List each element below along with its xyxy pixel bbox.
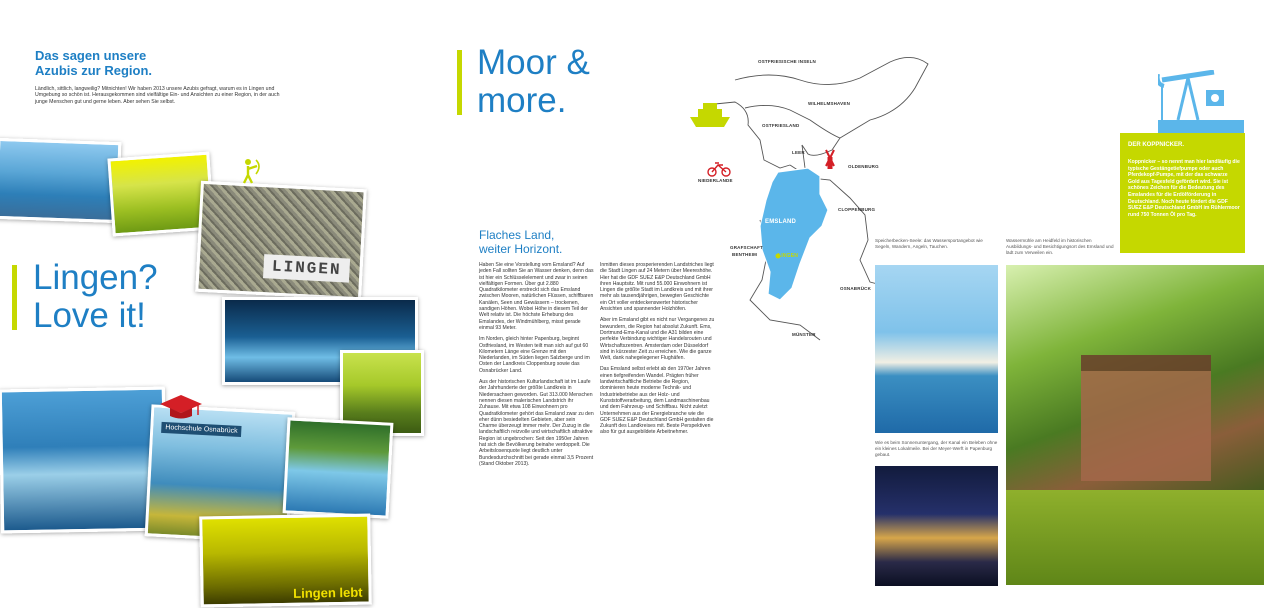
koppnicker-box	[1120, 133, 1245, 253]
map-label-emsland: EMSLAND	[765, 219, 797, 225]
map-label-cloppenburg: CLOPPENBURG	[838, 207, 876, 212]
collage-school-sign: Hochschule Osnabrück	[161, 422, 242, 437]
bicycle-icon	[708, 163, 730, 176]
photo-watermill	[1006, 265, 1264, 585]
photo-ship-night	[875, 466, 998, 586]
text-column-1: Haben Sie eine Vorstellung vom Emsland? Auf jeden Fall sollten Sie an Wasser denken, denn das ist hier ein Schlüsselelement und zwar in seinen vielfältigen Formen. Über gut 2.880 Quadratkilometer erstreckt sich das Emsland zwischen Mooren, natürlichen Flüssen, schiffbaren Kanälen, Seen und Gewässern – trockenen, sandigen Höhen. Wobei Höhe in diesem Teil der Welt relativ ist. Die höchste Erhebung des Emslandes, der Windmühlberg, misst gerade einmal 93 Meter. Im Norden, gleich hinter Papenburg, beginnt Ostfriesland, im Westen teilt man sich auf gut 60 Kilometern Länge eine Grenze mit den Niederlanden, im Süden liegen Salzberge und im Osten der Landkreis Cloppenburg sowie das Osnabrücker Land. Aus der historischen Kulturlandschaft ist im Laufe der Jahrhunderte der größte Landkreis in Niedersachsen geworden. Gut 313.000 Menschen nennen diesen malerischen Landstrich ihr Zuhause. Mit etwa 108 Einwohnern pro Quadratkilometer gehört das Emsland zwar zu den eher dünn besiedelten Gebieten, aber sein Charme überzeugt immer mehr. Der Zuzug in die landschaftlich reizvolle und wirtschaftlich attraktive Region ist ungebrochen: Seit den 1950er Jahren hat sich die Bevölkerung beinahe verdoppelt. Die Arbeitslosenquote liegt deutlich unter Bundesdurchschnitt bei gerade einmal 3,5 Prozent (Stand Oktober 2013).	[479, 262, 594, 467]
left-slogan: Lingen? Love it!	[33, 258, 158, 335]
watermill-building	[1081, 355, 1211, 481]
collage-sign-text: LINGEN	[263, 254, 350, 282]
map-label-ostfriesische-inseln: OSTFRIESISCHE INSELN	[758, 59, 817, 64]
left-accent-bar	[12, 265, 17, 330]
ferry-icon	[690, 103, 730, 127]
map-label-oldenburg: OLDENBURG	[848, 164, 879, 169]
collage-photo-river	[283, 417, 394, 518]
koppnicker-text: Koppnicker – so nennt man hier landläufig die typische Gestängetiefpumpe oder auch Pferdekopf-Pumpe, mit der das schwarze Gold aus Tagesfeld gefördert wird. Sie ist schönes Zeichen für die Bedeutung des Emslandes für die Erdölförderung in Deutschland. Noch heute fördert die GDF SUEZ E&P Deutschland GmbH im Rühlermoor rund 750 Tonnen Öl pro Tag.	[1128, 159, 1240, 218]
caption-mill: Wassermühle am Heidfeld im historischen Ausbildungs- und Besichtigungsort des Emsland und lädt zum Verweilen ein.	[1006, 238, 1114, 255]
collage-photo-park	[0, 138, 121, 223]
map-label-osnabrueck: OSNABRÜCK	[840, 286, 872, 291]
oil-pump-icon	[1158, 70, 1244, 139]
map-label-leer: LEER	[792, 150, 805, 155]
middle-accent-bar	[457, 50, 462, 115]
middle-title: Moor & more.	[477, 43, 590, 120]
map-label-bentheim: BENTHEIM	[732, 252, 758, 257]
map-label-ostfriesland: OSTFRIESLAND	[762, 123, 800, 128]
windmill-icon	[826, 150, 834, 168]
collage-photo-lingen-lebt	[199, 514, 372, 608]
watermill-pond	[1006, 490, 1264, 585]
map-label-grafschaft: GRAFSCHAFT	[730, 245, 763, 250]
middle-subtitle: Flaches Land, weiter Horizont.	[479, 228, 563, 256]
left-heading: Das sagen unsere Azubis zur Region.	[35, 48, 152, 78]
archer-icon	[240, 158, 262, 189]
caption-lake: Speicherbecken-Seele: das Wassersportangebot wie Segeln, Wandern, Angeln, Tauchen.	[875, 238, 983, 249]
photo-lake	[875, 265, 998, 433]
map-label-muenster: MÜNSTER	[792, 332, 816, 337]
text-column-2: Inmitten dieses prosperierenden Landstriches liegt die Stadt Lingen auf 24 Metern über Meereshöhe. Hier hat die GDF SUEZ E&P Deutschland GmbH ihren Hauptsitz. Mit rund 55.000 Einwohnern ist Lingen die größte Stadt im Landkreis und mit ihrer mehr als tausendjährigen, bewegten Geschichte ein Ort voller entdeckenswerter historischer Ansichten und spannender Holzhöfen. Aber im Emsland gibt es nicht nur Vergangenes zu bewundern, die Region hat absolut Zukunft. Ems, Dortmund-Ems-Kanal und die A31 bilden eine perfekte Verbindung wichtiger Handelsrouten und Wirtschaftszentren. Amsterdam oder Düsseldorf sind in kürzester Zeit zu erreichen. Wie die ganze Welt, dank nahegelegener Flughäfen. Das Emsland selbst erlebt ab den 1970er Jahren einen tiefgreifenden Wandel. Prägten früher landwirtschaftliche Betriebe die Region, dominieren heute moderne Technik- und Industriebetriebe aus der Holz- und Kunststoffverarbeitung, dem Landmaschinenbau und dem Fahrzeug- und Schiffbau. Nicht zuletzt Unternehmen aus der Energiebranche wie die GDF SUEZ E&P Deutschland GmbH gestalten die Zukunft des Landkreises mit. Beste Perspektiven also für gut ausgebildete Arbeitnehmer.	[600, 262, 715, 436]
map-label-niederlande: NIEDERLANDE	[698, 178, 733, 183]
collage-bottom-text: Lingen lebt	[293, 584, 363, 601]
left-intro: Ländlich, sittlich, langweilig? Mitnichten! Wir haben 2013 unsere Azubis gefragt, warum es in Lingen und Umgebung so schön ist. Herausgekommen sind vielfältige Ein- und Ansichten zu einer Region, in der auch junge Menschen gut und gerne leben. Aber sehen Sie selbst.	[35, 86, 280, 105]
collage-photo-town	[0, 387, 167, 534]
graduation-cap-icon	[158, 393, 204, 426]
map-label-lingen: LINGEN	[778, 253, 799, 259]
collage-photo-lingen-sign	[195, 181, 367, 301]
map-label-wilhelmshaven: WILHELMSHAVEN	[808, 101, 851, 106]
caption-ship: Wie es beim Sonnenuntergang, der Kanal ein Beleben ohne ein kleines Lokalmeile. Bei der Meyer-Werft in Papenburg gebaut.	[875, 440, 998, 457]
koppnicker-title: DER KOPPNICKER.	[1128, 142, 1185, 148]
